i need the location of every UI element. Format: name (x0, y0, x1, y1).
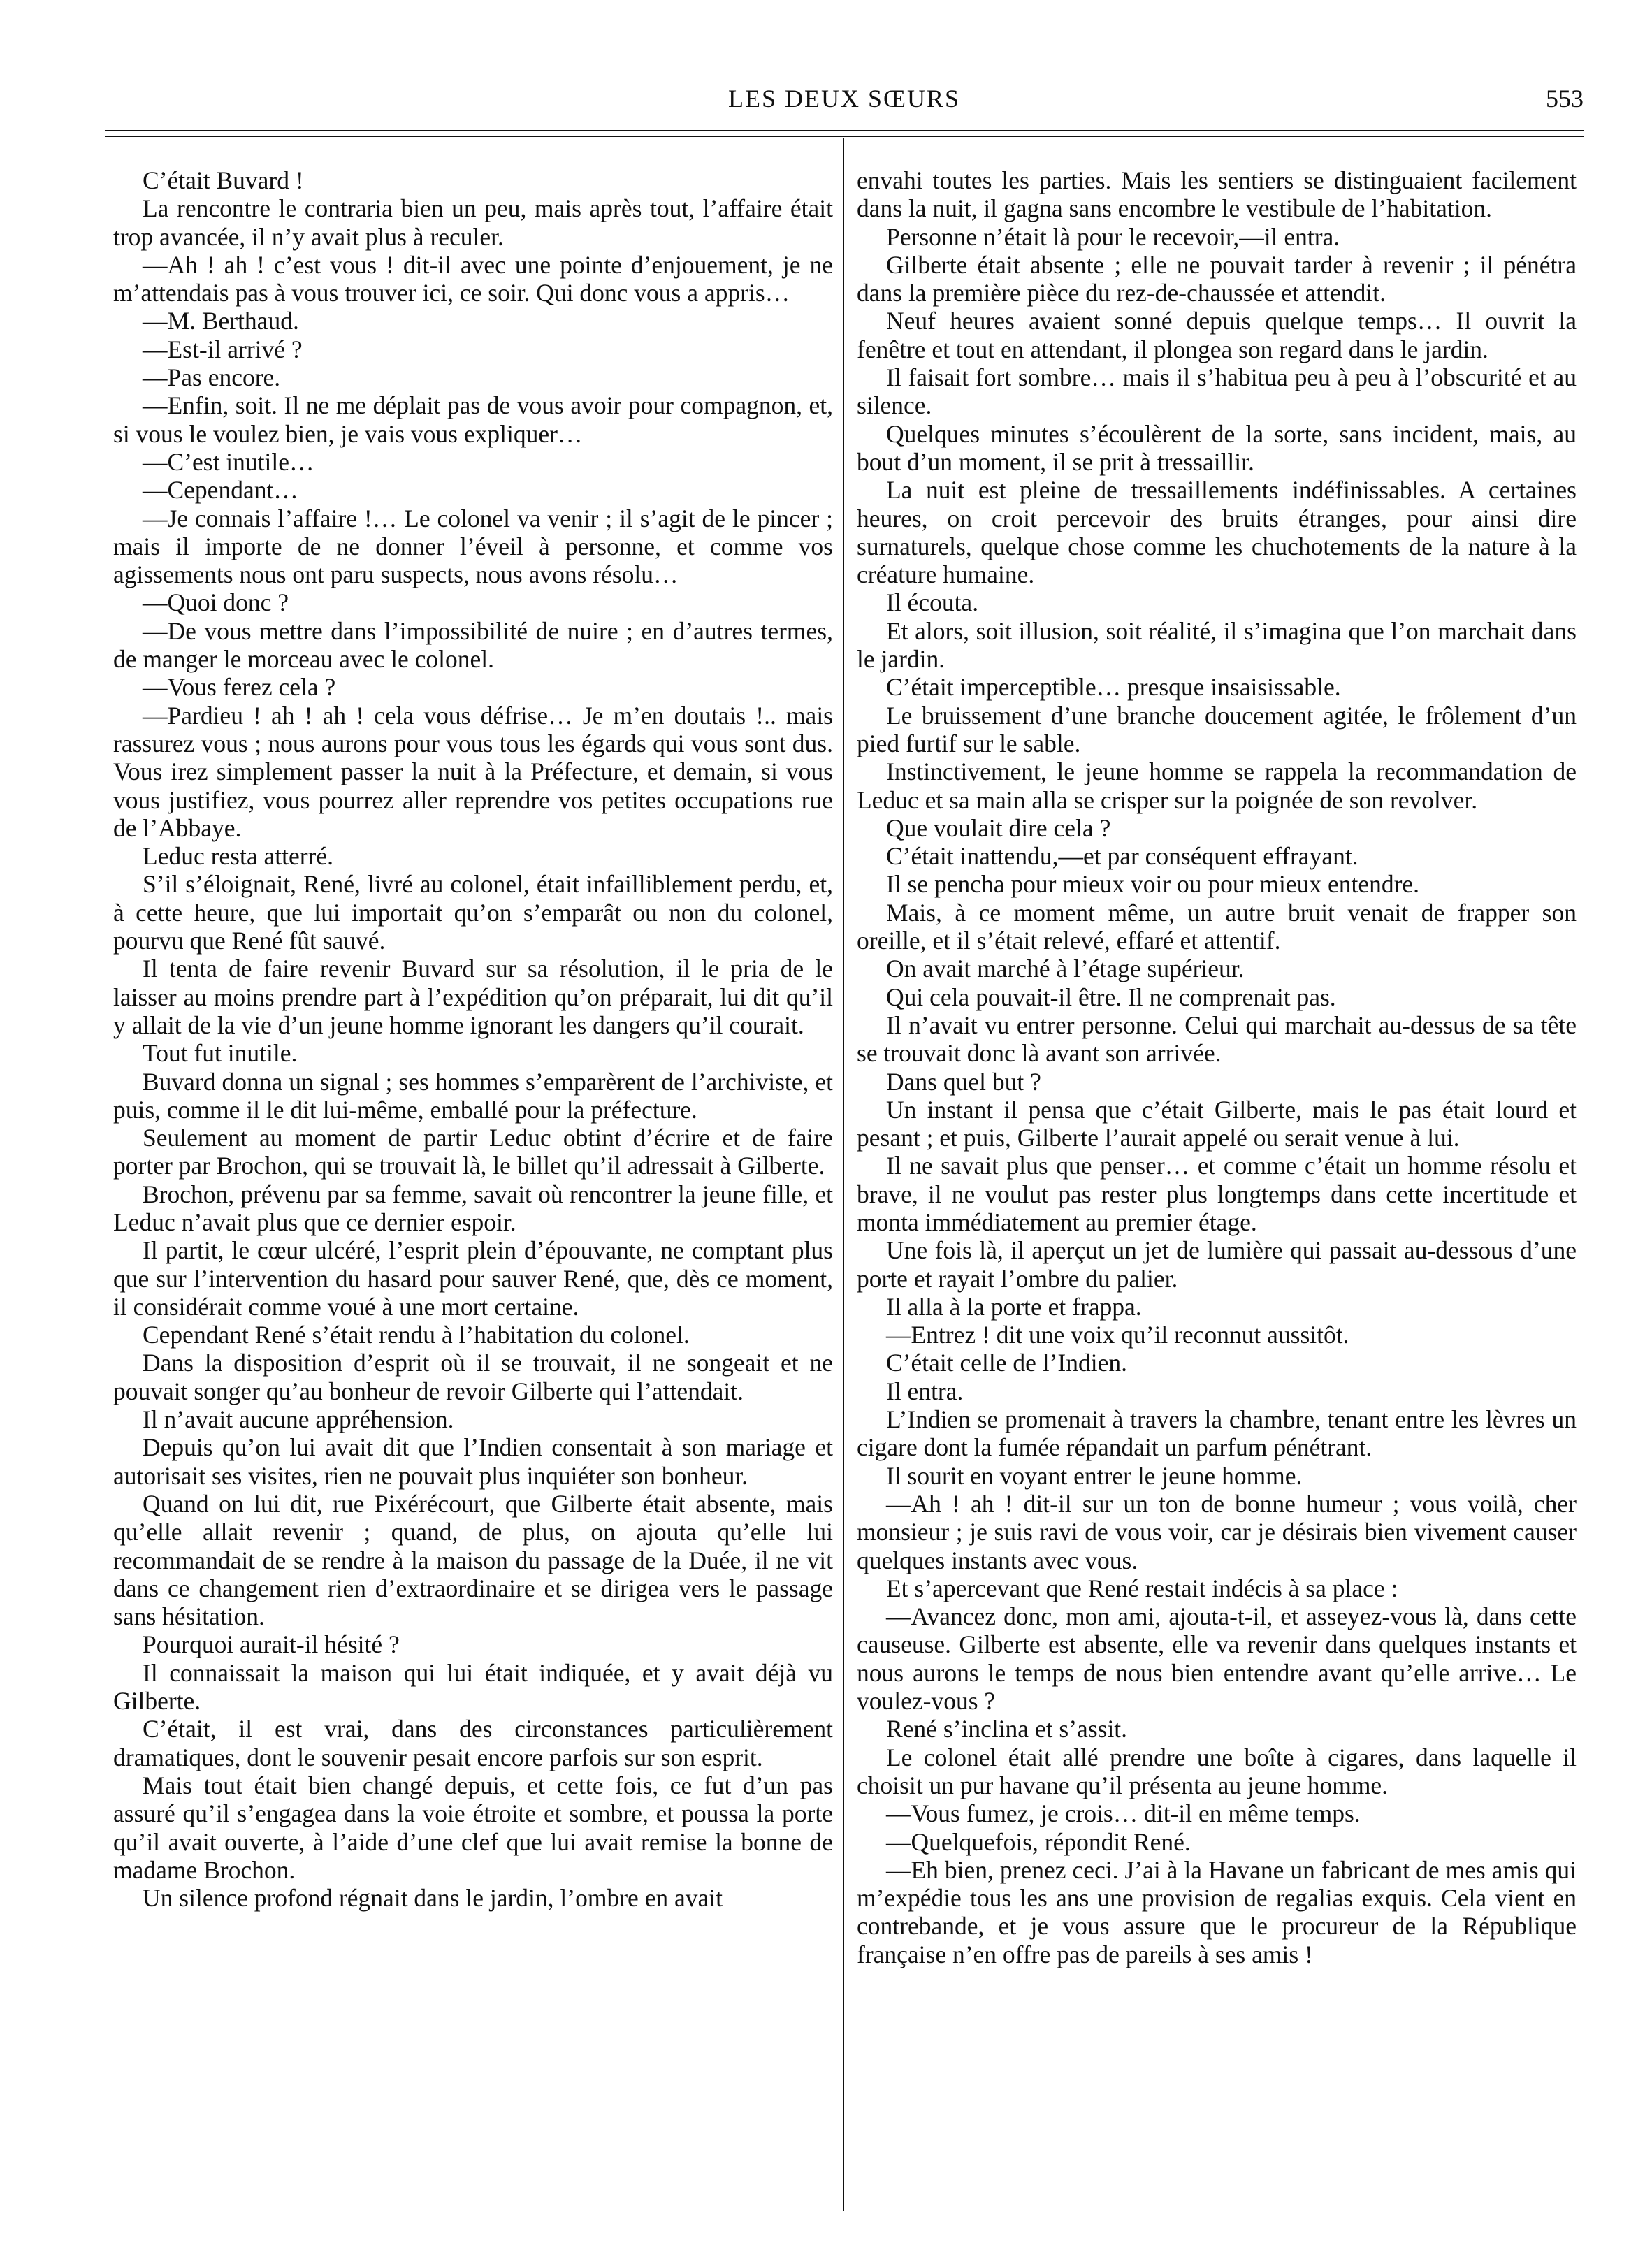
paragraph: Il ne savait plus que penser… et comme c’était un homme résolu et brave, il ne voulut pas rester plus longtemps dans cette incertitude et monta immédiatement au premier étage. (857, 1152, 1577, 1236)
paragraph: Il alla à la porte et frappa. (886, 1292, 1142, 1321)
paragraph: S’il s’éloignait, René, livré au colonel, était infailliblement perdu, et, à cette heure, que lui importait qu’on s’emparât ou non du colonel, pourvu que René fût sauvé. (113, 870, 833, 955)
paragraph: Buvard donna un signal ; ses hommes s’emparèrent de l’archiviste, et puis, comme il le dit lui-même, emballé pour la préfecture. (113, 1067, 833, 1124)
paragraph: envahi toutes les parties. Mais les sentiers se distinguaient facilement dans la nuit, il gagna sans encombre le vestibule de l’habitation. (857, 166, 1577, 223)
paragraph: Il se pencha pour mieux voir ou pour mieux entendre. (886, 870, 1420, 899)
paragraph: Il tenta de faire revenir Buvard sur sa résolution, il le pria de le laisser au moins prendre part à l’expédition qu’on préparait, lui dit qu’il y allait de la vie d’un jeune homme ignorant les dangers qu’il courait. (113, 955, 833, 1039)
paragraph: —Quelquefois, répondit René. (886, 1827, 1191, 1856)
paragraph: Il sourit en voyant entrer le jeune homme. (886, 1461, 1303, 1490)
paragraph: —Avancez donc, mon ami, ajouta-t-il, et asseyez-vous là, dans cette causeuse. Gilberte est absente, elle va revenir dans quelques instants et nous aurons le temps de nous bien entendre avant qu’elle arrive… Le voulez-vous ? (857, 1602, 1577, 1716)
paragraph: —M. Berthaud. (143, 307, 299, 335)
paragraph: Le colonel était allé prendre une boîte à cigares, dans laquelle il choisit un pur havane qu’il présenta au jeune homme. (857, 1743, 1577, 1799)
page-header (105, 84, 1584, 126)
paragraph: René s’inclina et s’assit. (886, 1715, 1128, 1743)
paragraph: C’était imperceptible… presque insaisissable. (886, 673, 1341, 702)
paragraph: Il faisait fort sombre… mais il s’habitua peu à peu à l’obscurité et au silence. (857, 363, 1577, 420)
paragraph: Et s’apercevant que René restait indécis à sa place : (886, 1574, 1398, 1602)
paragraph: Il écouta. (886, 588, 979, 617)
paragraph: La nuit est pleine de tressaillements indéfinissables. A certaines heures, on croit percevoir des bruits étranges, pour ainsi dire surnaturels, quelque chose comme les chuchotements de la nature à la créature humaine. (857, 476, 1577, 589)
paragraph: Seulement au moment de partir Leduc obtint d’écrire et de faire porter par Brochon, qui se trouvait là, le billet qu’il adressait à Gilberte. (113, 1124, 833, 1180)
paragraph: Il connaissait la maison qui lui était indiquée, et y avait déjà vu Gilberte. (113, 1658, 833, 1716)
paragraph: Un silence profond régnait dans le jardin, l’ombre en avait (143, 1884, 723, 1913)
paragraph: Un instant il pensa que c’était Gilberte, mais le pas était lourd et pesant ; et puis, Gilberte l’aurait appelé ou serait venue à lui. (857, 1095, 1577, 1152)
paragraph: Pourquoi aurait-il hésité ? (143, 1630, 400, 1659)
paragraph: On avait marché à l’étage supérieur. (886, 955, 1245, 983)
paragraph: —Vous fumez, je crois… dit-il en même temps. (886, 1799, 1361, 1828)
paragraph: C’était celle de l’Indien. (886, 1349, 1127, 1377)
column-divider (843, 138, 844, 2211)
paragraph: L’Indien se promenait à travers la chambre, tenant entre les lèvres un cigare dont la fumée répandait un parfum pénétrant. (857, 1405, 1577, 1462)
header-rule-bottom (105, 136, 1584, 137)
paragraph: Leduc resta atterré. (143, 842, 333, 871)
paragraph: —Vous ferez cela ? (143, 673, 336, 702)
paragraph: Quelques minutes s’écoulèrent de la sorte, sans incident, mais, au bout d’un moment, il se prit à tressaillir. (857, 419, 1577, 476)
right-column (857, 166, 1577, 1968)
paragraph: Mais, à ce moment même, un autre bruit venait de frapper son oreille, et il s’était relevé, effaré et attentif. (857, 898, 1577, 955)
paragraph: —Ah ! ah ! dit-il sur un ton de bonne humeur ; vous voilà, cher monsieur ; je suis ravi de vous voir, car je désirais bien vivement causer quelques instants avec vous. (857, 1489, 1577, 1574)
paragraph: Dans la disposition d’esprit où il se trouvait, il ne songeait et ne pouvait songer qu’au bonheur de revoir Gilberte qui l’attendait. (113, 1349, 833, 1405)
paragraph: C’était, il est vrai, dans des circonstances particulièrement dramatiques, dont le souvenir pesait encore parfois sur son esprit. (113, 1715, 833, 1771)
paragraph: Dans quel but ? (886, 1067, 1041, 1096)
paragraph: —Pardieu ! ah ! ah ! cela vous défrise… Je m’en doutais !.. mais rassurez vous ; nous aurons pour vous tous les égards qui vous sont dus. Vous irez simplement passer la nuit à la Préfecture, et demain, si vous vous justifiez, vous pourrez aller reprendre vos petites occupations rue de l’Abbaye. (113, 701, 833, 842)
paragraph: Mais tout était bien changé depuis, et cette fois, ce fut d’un pas assuré qu’il s’engagea dans la voie étroite et sombre, et poussa la porte qu’il avait ouverte, à l’aide d’une clef que lui avait remise la bonne de madame Brochon. (113, 1771, 833, 1884)
paragraph: —Ah ! ah ! c’est vous ! dit-il avec une pointe d’enjouement, je ne m’attendais pas à vous trouver ici, ce soir. Qui donc vous a appris… (113, 250, 833, 307)
header-rule-top (105, 130, 1584, 131)
paragraph: Quand on lui dit, rue Pixérécourt, que Gilberte était absente, mais qu’elle allait revenir ; quand, de plus, on ajouta qu’elle lui recommandait de se rendre à la maison du passage de la Duée, il ne vit dans ce changement rien d’extraordinaire et se dirigea vers le passage sans hésitation. (113, 1489, 833, 1631)
paragraph: —Pas encore. (143, 363, 281, 392)
paragraph: —De vous mettre dans l’impossibilité de nuire ; en d’autres termes, de manger le morceau avec le colonel. (113, 616, 833, 674)
paragraph: Et alors, soit illusion, soit réalité, il s’imagina que l’on marchait dans le jardin. (857, 616, 1577, 674)
paragraph: Il entra. (886, 1377, 964, 1405)
paragraph: Tout fut inutile. (143, 1039, 298, 1068)
paragraph: Personne n’était là pour le recevoir,—il entra. (886, 222, 1340, 251)
paragraph: Depuis qu’on lui avait dit que l’Indien consentait à son mariage et autorisait ses visites, rien ne pouvait plus inquiéter son bonheur. (113, 1433, 833, 1490)
paragraph: —Cependant… (143, 476, 298, 505)
paragraph: —C’est inutile… (143, 447, 314, 476)
paragraph: Il partit, le cœur ulcéré, l’esprit plein d’épouvante, ne comptant plus que sur l’intervention du hasard pour sauver René, que, dès ce moment, il considérait comme voué à une mort certaine. (113, 1236, 833, 1321)
paragraph: Neuf heures avaient sonné depuis quelque temps… Il ouvrit la fenêtre et tout en attendant, il plongea son regard dans le jardin. (857, 307, 1577, 363)
paragraph: —Enfin, soit. Il ne me déplait pas de vous avoir pour compagnon, et, si vous le voulez bien, je vais vous expliquer… (113, 391, 833, 448)
paragraph: Le bruissement d’une branche doucement agitée, le frôlement d’un pied furtif sur le sable. (857, 701, 1577, 757)
paragraph: —Je connais l’affaire !… Le colonel va venir ; il s’agit de le pincer ; mais il importe de ne donner l’éveil à personne, et comme vos agissements nous ont paru suspects, nous avons résolu… (113, 504, 833, 589)
page-number: 553 (1546, 85, 1584, 113)
paragraph: La rencontre le contraria bien un peu, mais après tout, l’affaire était trop avancée, il n’y avait plus à reculer. (113, 194, 833, 251)
paragraph: Une fois là, il aperçut un jet de lumière qui passait au-dessous d’une porte et rayait l’ombre du palier. (857, 1236, 1577, 1293)
left-column (113, 166, 833, 1912)
paragraph: —Entrez ! dit une voix qu’il reconnut aussitôt. (886, 1321, 1349, 1349)
paragraph: Qui cela pouvait-il être. Il ne comprenait pas. (886, 982, 1336, 1011)
paragraph: C’était Buvard ! (143, 166, 304, 194)
paragraph: Il n’avait vu entrer personne. Celui qui marchait au-dessus de sa tête se trouvait donc là avant son arrivée. (857, 1010, 1577, 1068)
paragraph: Brochon, prévenu par sa femme, savait où rencontrer la jeune fille, et Leduc n’avait plus que ce dernier espoir. (113, 1180, 833, 1236)
paragraph: Il n’avait aucune appréhension. (143, 1405, 454, 1434)
paragraph: —Quoi donc ? (143, 588, 289, 617)
paragraph: Instinctivement, le jeune homme se rappela la recommandation de Leduc et sa main alla se crisper sur la poignée de son revolver. (857, 757, 1577, 814)
paragraph: Que voulait dire cela ? (886, 813, 1111, 842)
paragraph: —Eh bien, prenez ceci. J’ai à la Havane un fabricant de mes amis qui m’expédie tous les ans une provision de regalias exquis. Cela vient en contrebande, et je vous assure que le procureur de la République française n’en offre pas de pareils à ses amis ! (857, 1855, 1577, 1968)
running-title: LES DEUX SŒURS (727, 85, 961, 113)
paragraph: Cependant René s’était rendu à l’habitation du colonel. (143, 1321, 690, 1349)
paragraph: C’était inattendu,—et par conséquent effrayant. (886, 842, 1358, 871)
paragraph: Gilberte était absente ; elle ne pouvait tarder à revenir ; il pénétra dans la première pièce du rez-de-chaussée et attendit. (857, 250, 1577, 307)
paragraph: —Est-il arrivé ? (143, 335, 303, 363)
